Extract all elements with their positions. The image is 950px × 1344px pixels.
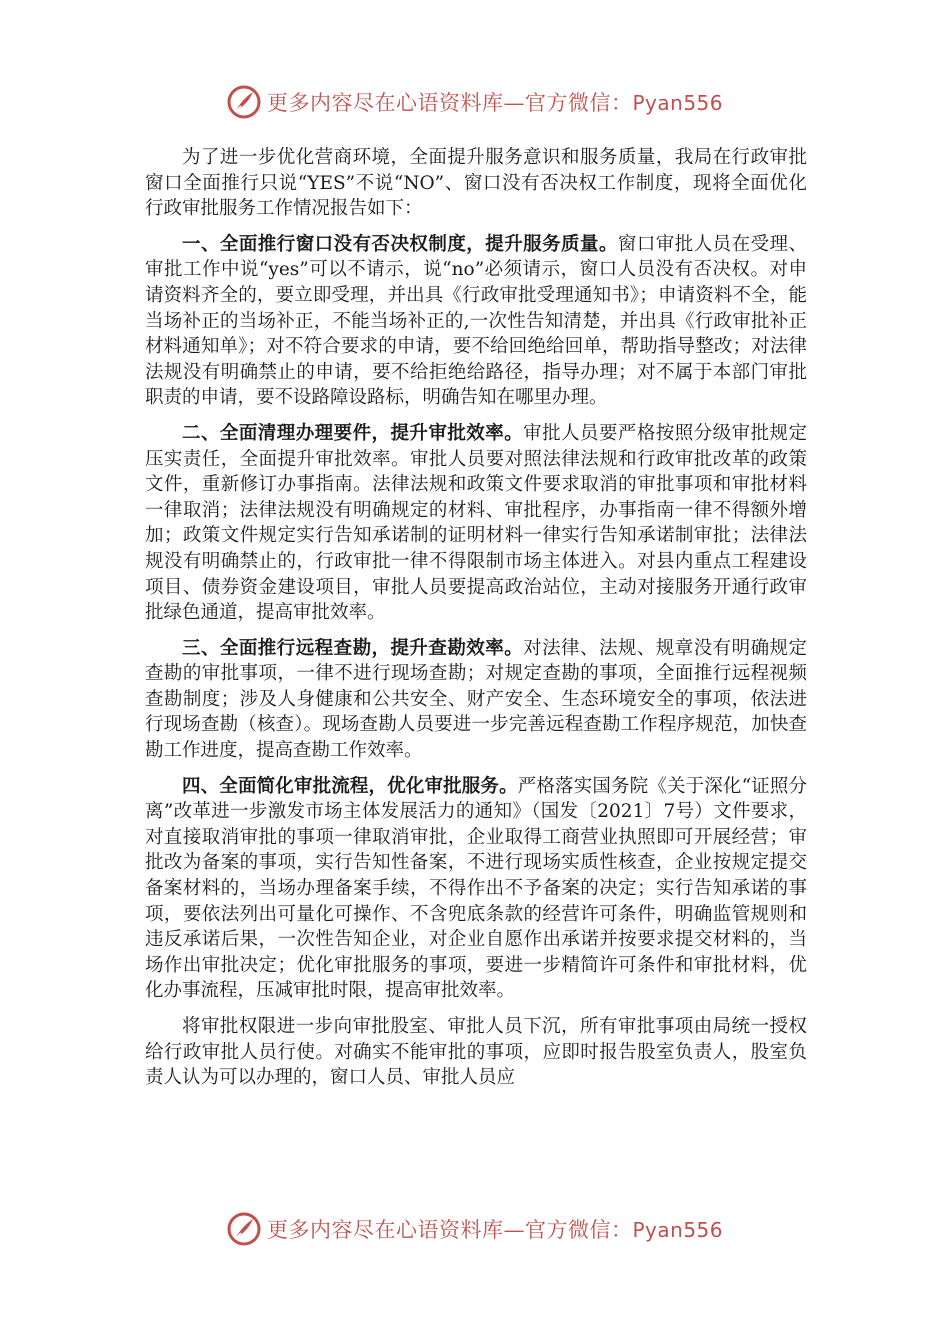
quill-logo-icon (227, 85, 261, 119)
paragraph-section-4: 四、全面简化审批流程，优化审批服务。严格落实国务院《关于深化“证照分离”改革进一步激发市场主体发展活力的通知》（国发〔2021〕7号）文件要求，对直接取消审批的事项一律取消审批，企业取得工商营业执照即可开展经营；审批改为备案的事项，实行告知性备案，不进行现场实质性核查，企业按规定提交备案材料的，当场办理备案手续，不得作出不予备案的决定；实行告知承诺的事项，要依法列出可量化可操作、不含兜底条款的经营许可条件，明确监管规则和违反承诺后果，一次性告知企业，对企业自愿作出承诺并按要求提交材料的，当场作出审批决定；优化审批服务的事项，要进一步精简许可条件和审批材料，优化办事流程，压减审批时限，提高审批效率。 (145, 775, 807, 1002)
section-heading: 四、全面简化审批流程，优化审批服务。 (182, 775, 518, 797)
paragraph-closing: 将审批权限进一步向审批股室、审批人员下沉，所有审批事项由局统一授权给行政审批人员行使。对确实不能审批的事项，应即时报告股室负责人，股室负责人认为可以办理的，窗口人员、审批人员应 (145, 1016, 807, 1089)
wechat-id: Pyan556 (632, 1218, 723, 1242)
paragraph-section-2: 二、全面清理办理要件，提升审批效率。审批人员要严格按照分级审批规定压实责任，全面提升审批效率。审批人员要对照法律法规和行政审批改革的政策文件，重新修订办事指南。法律法规和政策文件要求取消的审批事项和审批材料一律取消；法律法规没有明确规定的材料、审批程序，办事指南一律不得额外增加；政策文件规定实行告知承诺制的证明材料一律实行告知承诺制审批；法律法规没有明确禁止的，行政审批一律不得限制市场主体进入。对县内重点工程建设项目、债券资金建设项目，审批人员要提高政治站位，主动对接服务开通行政审批绿色通道，提高审批效率。 (145, 422, 807, 624)
footer-watermark-banner (0, 1209, 950, 1249)
section-heading: 一、全面推行窗口没有否决权制度，提升服务质量。 (182, 233, 618, 255)
paragraph-section-1: 一、全面推行窗口没有否决权制度，提升服务质量。窗口审批人员在受理、审批工作中说“yes”可以不请示，说“no”必须请示，窗口人员没有否决权。对申请资料齐全的，要立即受理，并出具《行政审批受理通知书》；申请资料不全，能当场补正的当场补正，不能当场补正的,一次性告知清楚，并出具《行政审批补正材料通知单》；对不符合要求的申请，要不给回绝给回单，帮助指导整改；对法律法规没有明确禁止的申请，要不给拒绝给路径，指导办理；对不属于本部门审批职责的申请，要不设路障设路标，明确告知在哪里办理。 (145, 233, 807, 409)
header-watermark-banner (0, 82, 950, 122)
paragraph-section-3: 三、全面推行远程查勘，提升查勘效率。对法律、法规、规章没有明确规定查勘的审批事项，一律不进行现场查勘；对规定查勘的事项，全面推行远程视频查勘制度；涉及人身健康和公共安全、财产安全、生态环境安全的事项，依法进行现场查勘（核查）。现场查勘人员要进一步完善远程查勘工作程序规范，加快查勘工作进度，提高查勘工作效率。 (145, 637, 807, 762)
paragraph-intro: 为了进一步优化营商环境，全面提升服务意识和服务质量，我局在行政审批窗口全面推行只说“YES”不说“NO”、窗口没有否决权工作制度，现将全面优化行政审批服务工作情况报告如下： (145, 147, 807, 220)
document-body (145, 145, 807, 1101)
wechat-id: Pyan556 (632, 91, 723, 115)
quill-logo-icon (227, 1212, 261, 1246)
section-heading: 二、全面清理办理要件，提升审批效率。 (182, 422, 524, 444)
watermark-text: 更多内容尽在心语资料库—官方微信：Pyan556 (266, 91, 723, 115)
watermark-text: 更多内容尽在心语资料库—官方微信：Pyan556 (266, 1218, 723, 1242)
section-heading: 三、全面推行远程查勘，提升查勘效率。 (182, 637, 524, 659)
